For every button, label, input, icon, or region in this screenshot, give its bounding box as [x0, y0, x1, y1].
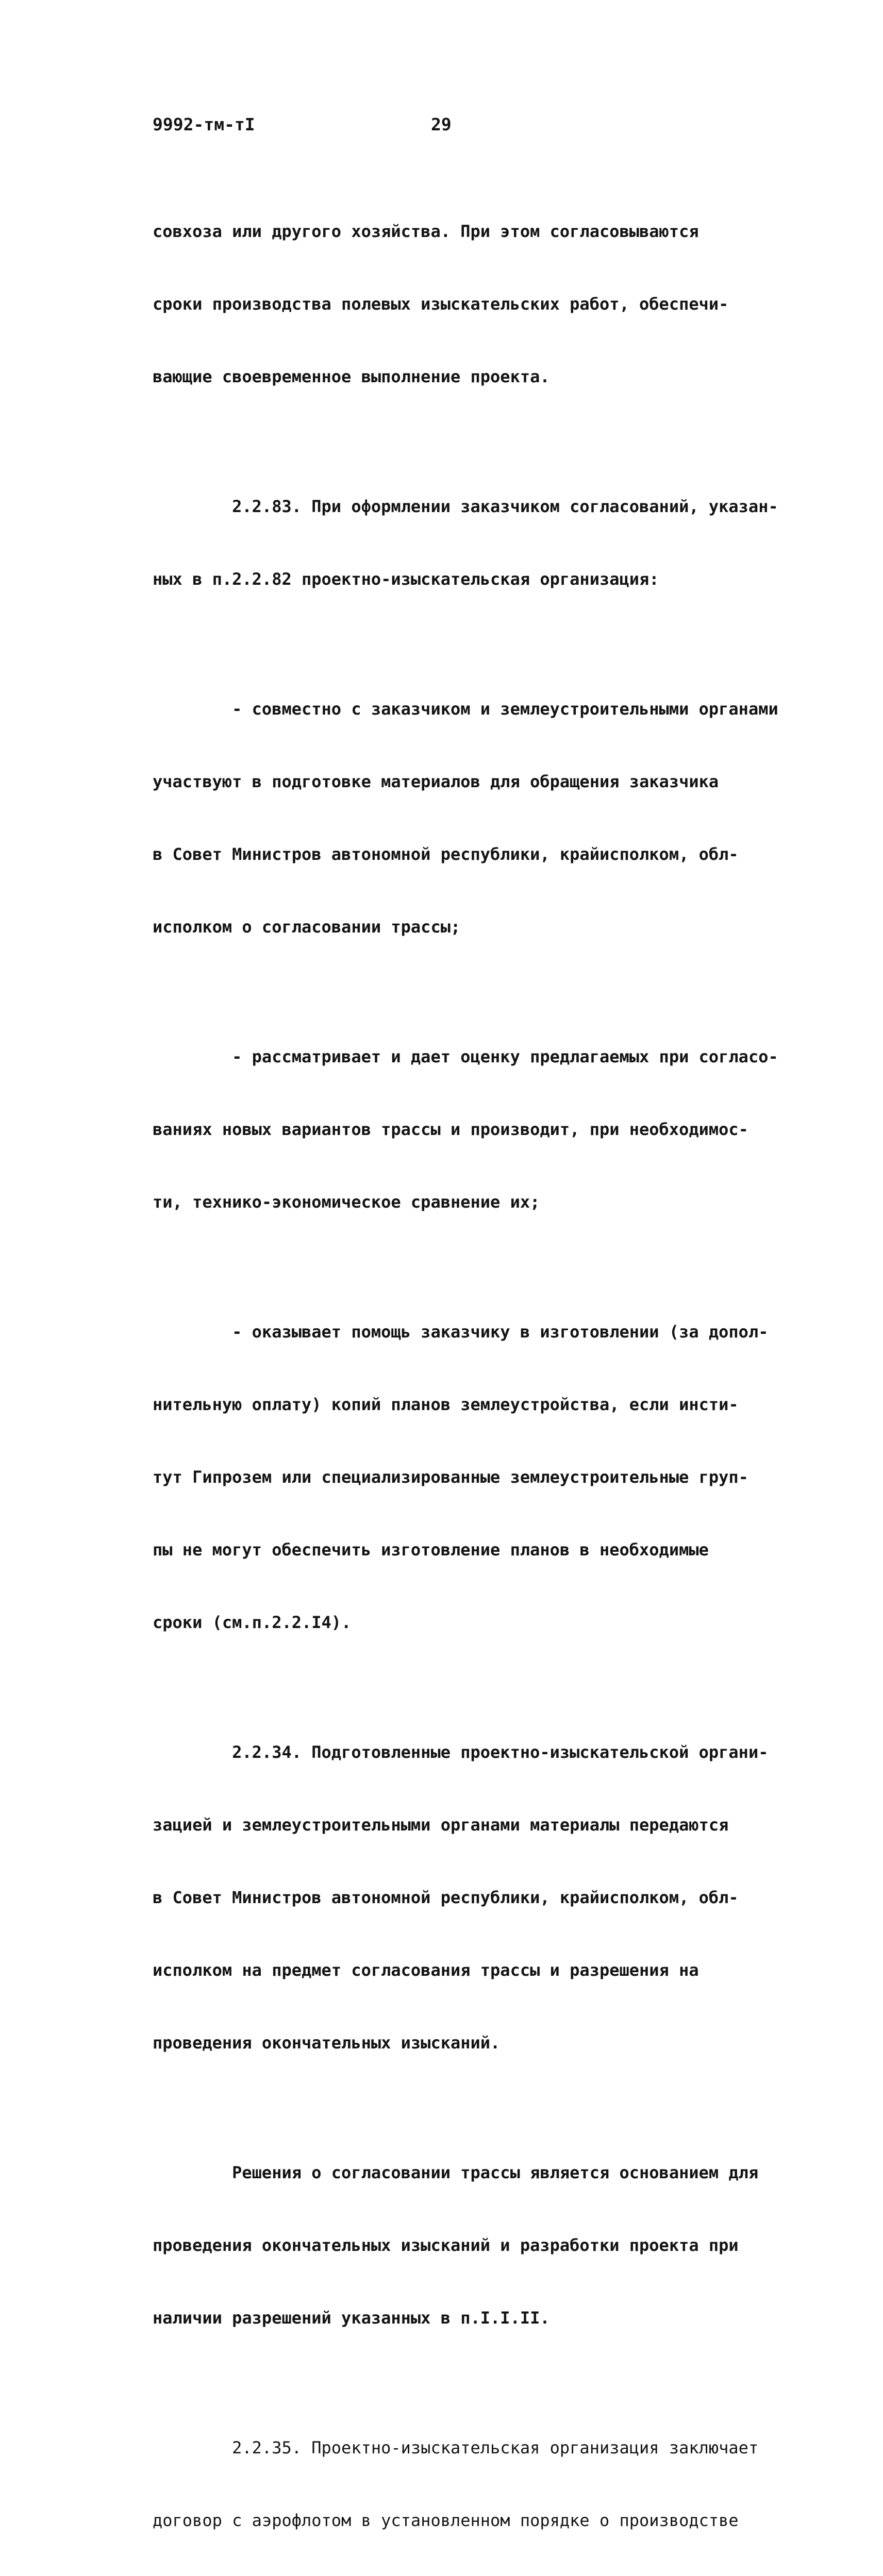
text-line: ных в п.2.2.82 проектно-изыскательская организация: [153, 569, 659, 589]
paragraph [153, 446, 778, 640]
text-line: договор с аэрофлотом в установленном порядке о производстве [153, 2511, 739, 2530]
text-line: нительную оплату) копий планов землеустройства, если инсти- [153, 1395, 739, 1414]
text-line: совхоза или другого хозяйства. При этом согласовываются [153, 222, 699, 241]
text-line: Решения о согласовании трассы является основанием для [153, 2163, 759, 2182]
text-line: исполком о согласовании трассы; [153, 917, 461, 937]
text-line: пы не могут обеспечить изготовление планов в необходимые [153, 1540, 709, 1560]
text-line: наличии разрешений указанных в п.I.I.II. [153, 2308, 550, 2328]
paragraph [153, 1272, 769, 1683]
text-line: - совместно с заказчиком и землеустроительными органами [153, 699, 778, 719]
paragraph [153, 649, 778, 988]
paragraph [153, 2387, 759, 2576]
text-line: зацией и землеустроительными органами материалы передаются [153, 1815, 729, 1835]
text-line: ваниях новых вариантов трассы и производит, при необходимос- [153, 1120, 748, 1139]
text-line: тут Гипрозем или специализированные землеустроительные груп- [153, 1467, 748, 1487]
text-line: исполком на предмет согласования трассы и разрешения на [153, 1960, 699, 1980]
body-text [153, 171, 778, 2576]
document-code: 9992-тм-тI [153, 114, 255, 134]
text-line: 2.2.83. При оформлении заказчиком согласований, указан- [153, 497, 778, 516]
text-line: проведения окончательных изысканий. [153, 2033, 501, 2053]
paragraph [153, 2112, 759, 2379]
paragraph [153, 171, 751, 437]
text-line: участвуют в подготовке материалов для обращения заказчика [153, 772, 719, 791]
text-line: 2.2.34. Подготовленные проектно-изыскательской органи- [153, 1742, 769, 1762]
text-line: сроки (см.п.2.2.I4). [153, 1613, 352, 1632]
text-line: - рассматривает и дает оценку предлагаемых при согласо- [153, 1047, 778, 1066]
text-line: - оказывает помощь заказчику в изготовлении (за допол- [153, 1322, 769, 1342]
page-number: 29 [431, 114, 452, 134]
text-line: ти, технико-экономическое сравнение их; [153, 1192, 540, 1212]
paragraph [153, 1692, 769, 2104]
text-line: 2.2.35. Проектно-изыскательская организация заключает [153, 2438, 759, 2458]
page-header [153, 114, 720, 140]
text-line: вающие своевременное выполнение проекта. [153, 367, 550, 386]
paragraph [153, 996, 778, 1263]
text-line: в Совет Министров автономной республики, крайисполком, обл- [153, 1888, 739, 1907]
text-line: сроки производства полевых изыскательских работ, обеспечи- [153, 294, 729, 314]
text-line: проведения окончательных изысканий и разработки проекта при [153, 2235, 739, 2255]
text-line: в Совет Министров автономной республики, крайисполком, обл- [153, 844, 739, 864]
